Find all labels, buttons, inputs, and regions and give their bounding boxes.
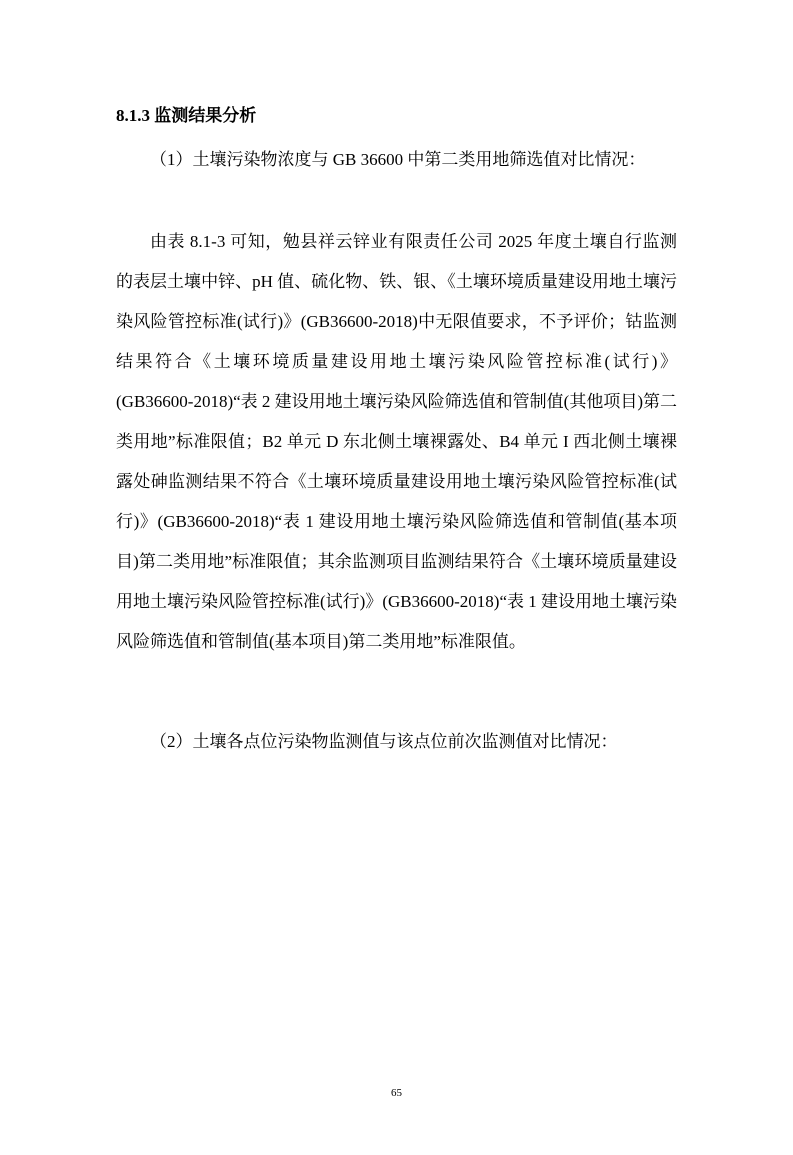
section-heading: 8.1.3 监测结果分析 [116, 106, 257, 125]
paragraph-comparison-intro: （1）土壤污染物浓度与 GB 36600 中第二类用地筛选值对比情况： [150, 150, 646, 169]
paragraph-analysis: 由表 8.1-3 可知，勉县祥云锌业有限责任公司 2025 年度土壤自行监测的表层土壤中锌、pH 值、硫化物、铁、银、《土壤环境质量建设用地土壤污染风险管控标准(试行)》(GB36600-2018)中无限值要求，不予评价；钴监测结果符合《土壤环境质量建设用地土壤污染风险管控标准(试行)》(GB36600-2018)“表 2 建设用地土壤污染风险筛选值和管制值(其他项目)第二类用地”标准限值；B2 单元 D 东北侧土壤裸露处、B4 单元 I 西北侧土壤裸露处砷监测结果不符合《土壤环境质量建设用地土壤污染风险管控标准(试行)》(GB36600-2018)“表 1 建设用地土壤污染风险筛选值和管制值(基本项目)第二类用地”标准限值；其余监测项目监测结果符合《土壤环境质量建设用地土壤污染风险管控标准(试行)》(GB36600-2018)“表 1 建设用地土壤污染风险筛选值和管制值(基本项目)第二类用地”标准限值。 [116, 232, 677, 651]
page-number: 65 [391, 1087, 402, 1099]
paragraph-point-comparison: （2）土壤各点位污染物监测值与该点位前次监测值对比情况： [150, 732, 618, 751]
